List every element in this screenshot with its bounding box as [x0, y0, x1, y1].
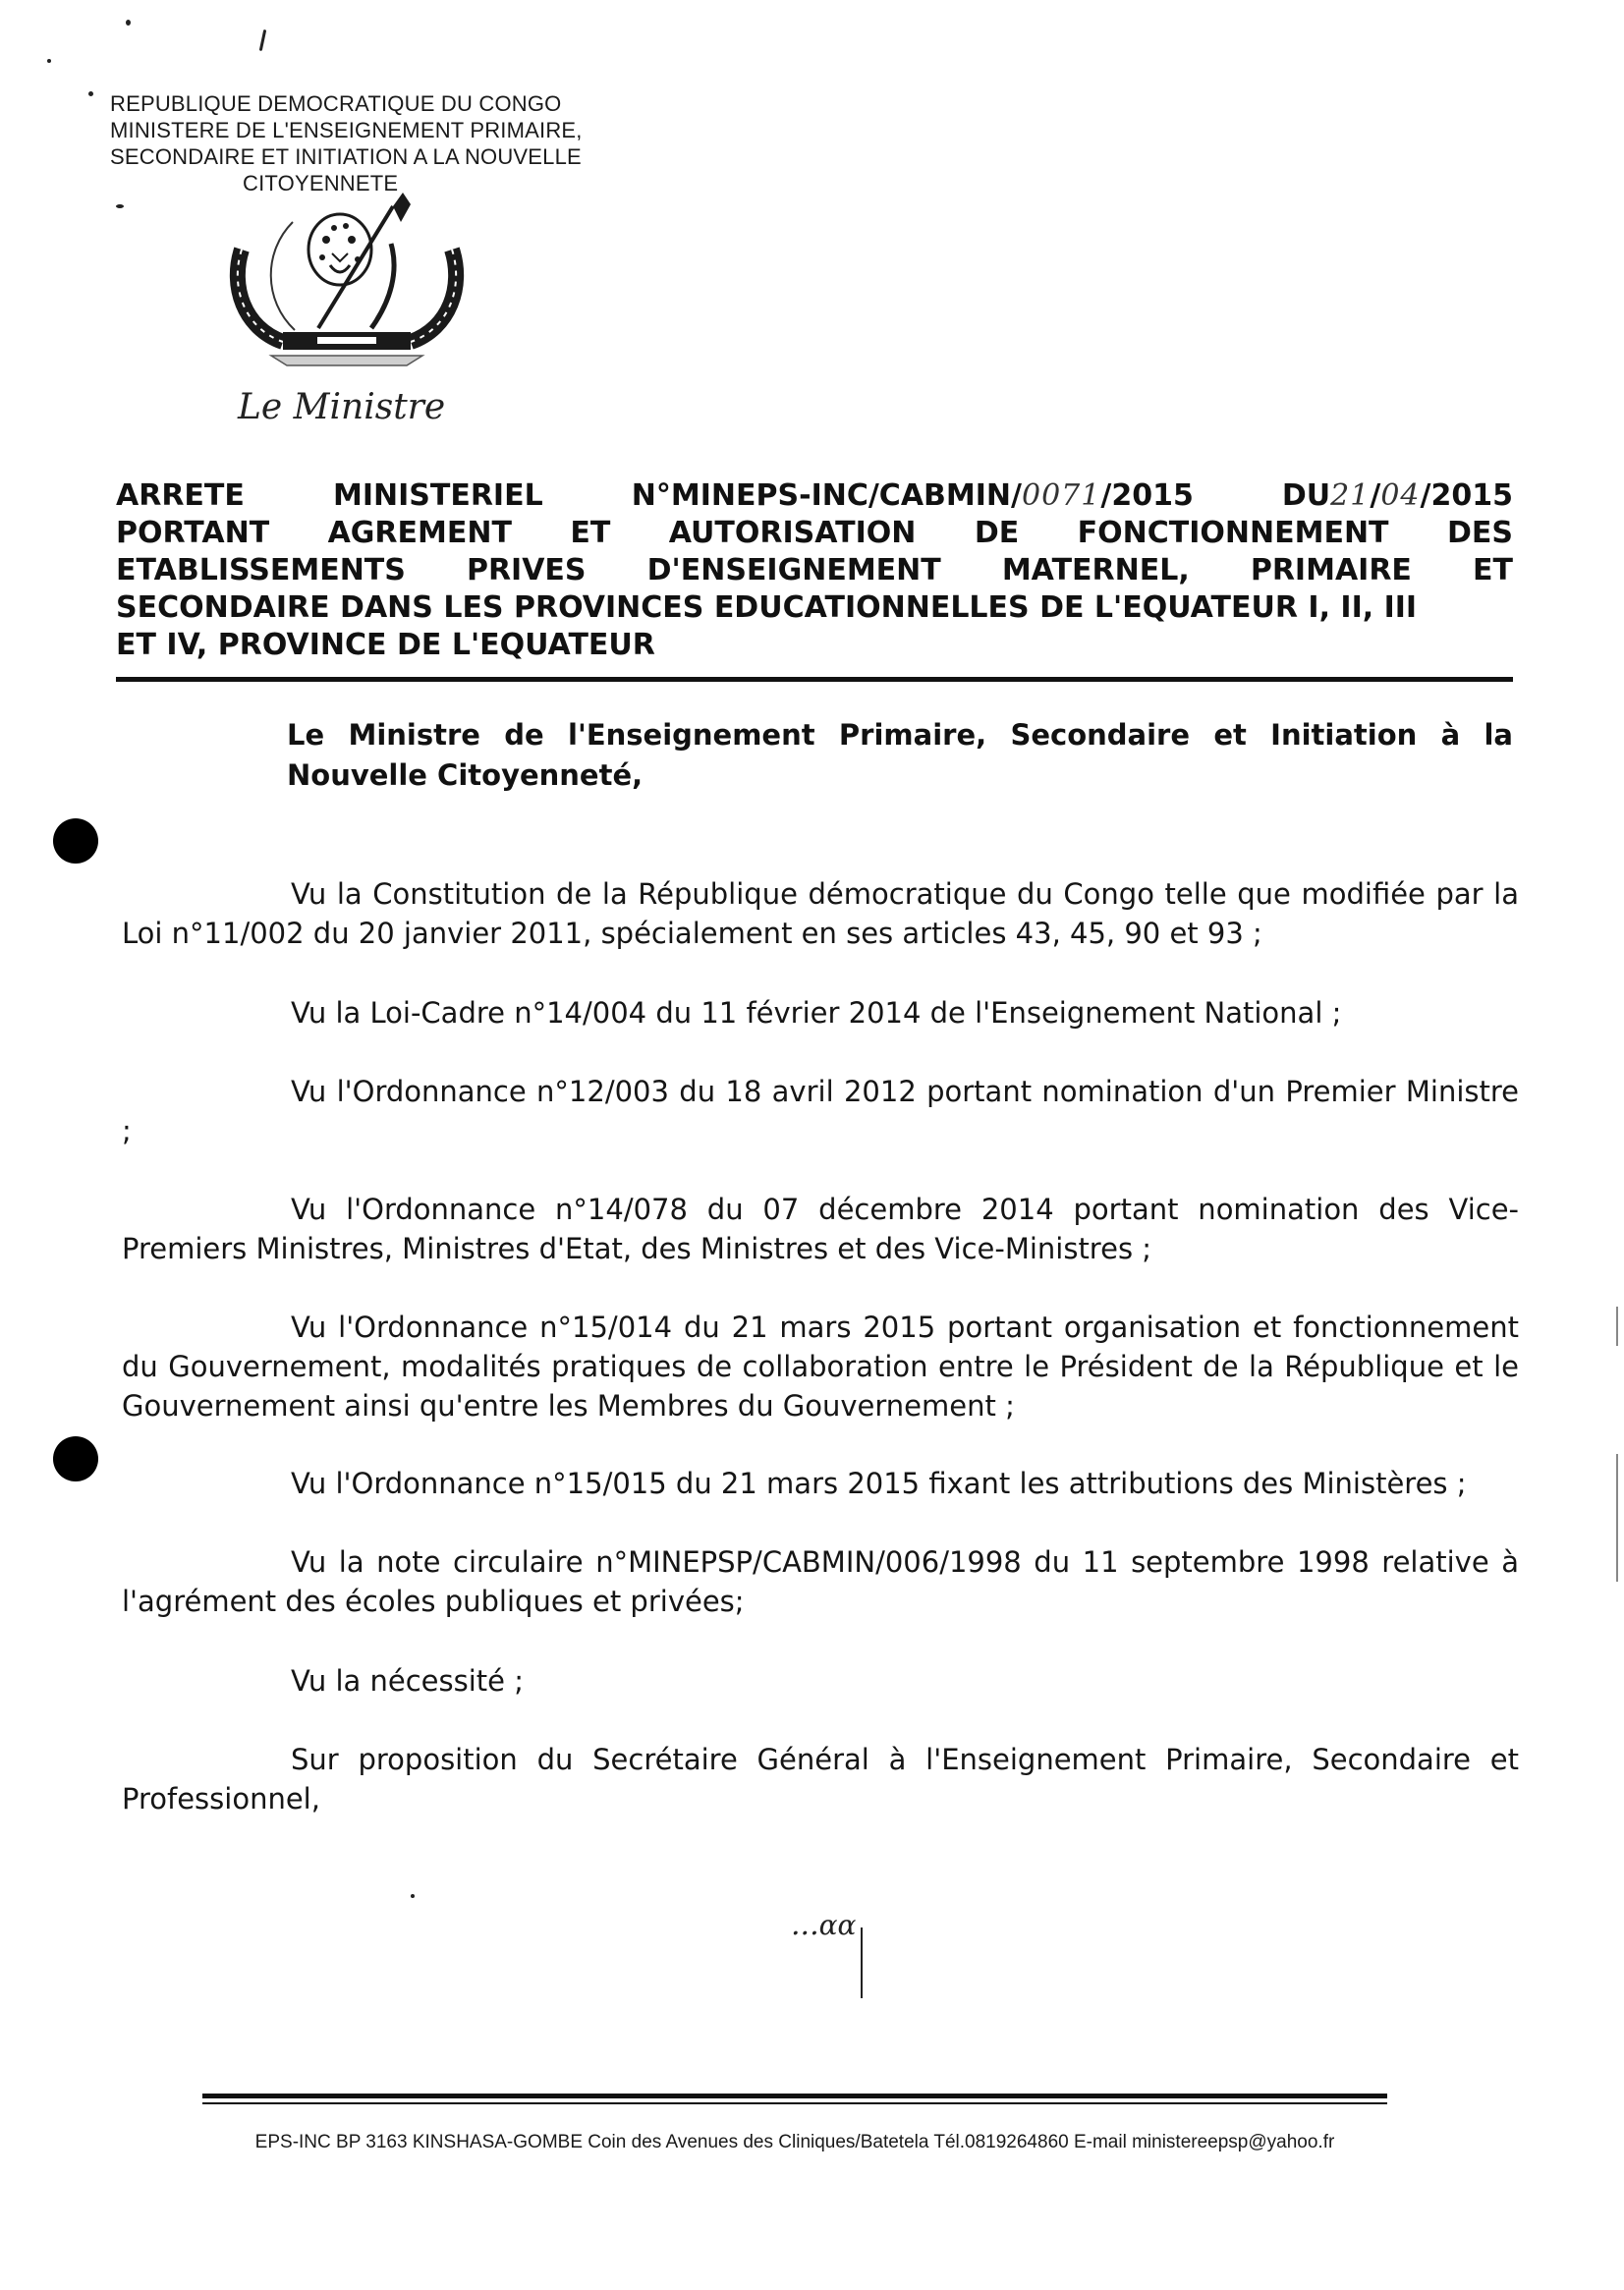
title-word: DE [974, 516, 1020, 550]
punch-hole [53, 1436, 98, 1481]
footer-rule [202, 2094, 1387, 2098]
decree-number: N°MINEPS-INC/CABMIN/0071/2015 [631, 478, 1194, 513]
decree-date: DU21/04/2015 [1281, 478, 1513, 513]
title-word: ET [570, 516, 611, 550]
footer-address: EPS-INC BP 3163 KINSHASA-GOMBE Coin des Avenues des Cliniques/Batetela Tél.0819264860 E-mail ministereepsp@yahoo.fr [254, 2132, 1335, 2152]
title-word: FONCTIONNEMENT [1077, 516, 1389, 550]
letterhead-ministry-end: CITOYENNETE [243, 171, 399, 195]
paragraph-ordonnance-gouvernement: Vu l'Ordonnance n°15/014 du 21 mars 2015 portant organisation et fonctionnement du Gouvernement, modalités pratiques de collaboration entre le Président de la République et le Gouvernement ainsi qu'entre les Membres du Gouvernement ; [122, 1311, 1519, 1423]
scan-speck [116, 204, 124, 208]
paragraph-constitution: Vu la Constitution de la République démocratique du Congo telle que modifiée par la Loi n°11/002 du 20 janvier 2011, spécialement en ses articles 43, 45, 90 et 93 ; [122, 877, 1519, 950]
title-word: DES [1446, 516, 1513, 550]
letterhead-ministry: MINISTERE DE L'ENSEIGNEMENT PRIMAIRE, [110, 118, 583, 142]
title-word: ETABLISSEMENTS [116, 553, 406, 587]
title-word: PRIVES [466, 553, 587, 587]
handwritten-month: 04 [1380, 478, 1421, 513]
title-line-4 [116, 589, 1513, 627]
scan-edge-mark [1616, 1454, 1618, 1582]
paragraph-necessite: Vu la nécessité ; [291, 1664, 524, 1698]
punch-hole [53, 818, 98, 864]
title-line-3 [116, 552, 1513, 589]
paragraph-note-circulaire: Vu la note circulaire n°MINEPSP/CABMIN/006/1998 du 11 septembre 1998 relative à l'agrément des écoles publiques et privées; [122, 1545, 1519, 1618]
paragraph-loi-cadre: Vu la Loi-Cadre n°14/004 du 11 février 2014 de l'Enseignement National ; [291, 996, 1342, 1030]
title-word: MINISTERIEL [332, 478, 543, 513]
scan-speck [126, 20, 131, 26]
title-word: ARRETE [116, 478, 245, 513]
handwritten-number: 0071 [1022, 478, 1101, 513]
paragraph-ordonnance-ministres: Vu l'Ordonnance n°14/078 du 07 décembre 2014 portant nomination des Vice-Premiers Ministres, Ministres d'Etat, des Ministres et des Vice-Ministres ; [122, 1193, 1519, 1265]
title-word: ET [1473, 553, 1513, 587]
scan-speck [88, 91, 93, 96]
letterhead-country: REPUBLIQUE DEMOCRATIQUE DU CONGO [110, 91, 562, 116]
title-line-5 [116, 627, 1513, 664]
title-word: PRIMAIRE [1250, 553, 1412, 587]
title-word: AGREMENT [327, 516, 512, 550]
footer-rule-thin [202, 2102, 1387, 2104]
title-underline-rule [116, 677, 1513, 682]
scan-speck [259, 29, 267, 51]
scan-edge-mark [1616, 1307, 1618, 1346]
handwritten-initials: ...ɑɑ [791, 1908, 857, 1942]
scan-speck [411, 1894, 415, 1898]
minister-signature-title: Le Ministre [238, 387, 446, 427]
letterhead [110, 90, 700, 196]
paragraph-ordonnance-premier-ministre: Vu l'Ordonnance n°12/003 du 18 avril 2012 portant nomination d'un Premier Ministre ; [122, 1075, 1519, 1147]
title-word: D'ENSEIGNEMENT [646, 553, 941, 587]
handwritten-day: 21 [1330, 478, 1371, 513]
title-line-1 [116, 477, 1513, 515]
title-text: SECONDAIRE DANS LES PROVINCES EDUCATIONNELLES DE L'EQUATEUR I, II, III [116, 590, 1418, 625]
coat-of-arms-icon [224, 193, 470, 369]
paragraph-ordonnance-attributions: Vu l'Ordonnance n°15/015 du 21 mars 2015 fixant les attributions des Ministères ; [291, 1467, 1467, 1500]
title-word: AUTORISATION [668, 516, 917, 550]
letterhead-ministry-cont: SECONDAIRE ET INITIATION A LA NOUVELLE [110, 144, 582, 169]
initials-stroke [861, 1927, 863, 1998]
paragraph-proposition: Sur proposition du Secrétaire Général à l'Enseignement Primaire, Secondaire et Professionnel, [122, 1743, 1519, 1815]
decree-title [116, 477, 1513, 664]
title-word: MATERNEL, [1001, 553, 1190, 587]
title-text: ET IV, PROVINCE DE L'EQUATEUR [116, 628, 655, 662]
title-word: PORTANT [116, 516, 270, 550]
title-line-2 [116, 515, 1513, 552]
scan-speck [47, 59, 51, 63]
minister-heading: Le Ministre de l'Enseignement Primaire, Secondaire et Initiation à la Nouvelle Citoyenneté, [287, 718, 1513, 792]
